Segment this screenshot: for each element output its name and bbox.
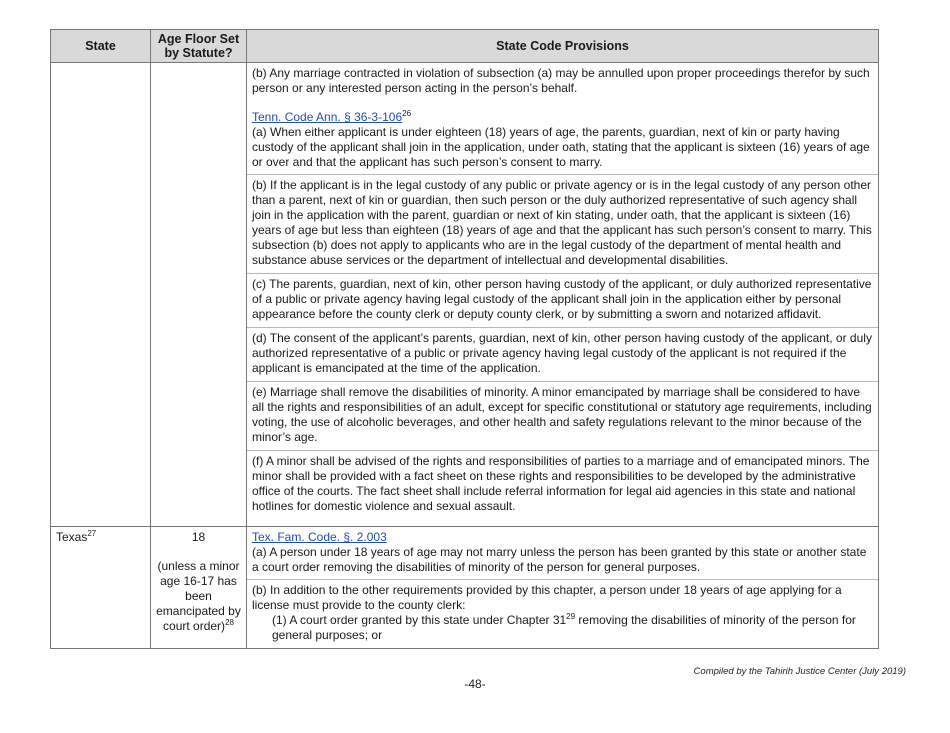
texas-age-note: (unless a minor age 16-17 has been emancipated by court order) [156, 559, 241, 633]
tx-citation-line [252, 530, 873, 545]
provisions-cell-tennessee [247, 63, 879, 527]
provision-group-tn-intro [247, 63, 878, 175]
tn-prior-para-b: (b) Any marriage contracted in violation of subsection (a) may be annulled upon proper proceedings therefor by such person or any interested person acting in the person’s behalf. [252, 66, 870, 95]
column-header-state: State [51, 30, 151, 63]
tx-para-b: (b) In addition to the other requirements provided by this chapter, a person under 18 years of age applying for a license must provide to the county clerk: [252, 583, 842, 612]
tx-para-b1 [252, 613, 873, 643]
state-name-texas: Texas [56, 530, 88, 544]
tn-para-d: (d) The consent of the applicant’s parents, guardian, next of kin, other person having custody of the applicant, or duly authorized representative of a public or private agency having legal custody of the applicant is not required if the applicant is emancipated at the time of the application. [247, 328, 878, 382]
tx-para-b1-footnote: 29 [566, 612, 576, 621]
page-number: -48- [464, 677, 486, 691]
table-row-texas [51, 527, 879, 649]
texas-age-note-wrap [155, 559, 242, 634]
table-header-row [51, 30, 879, 63]
tn-para-a: (a) When either applicant is under eighteen (18) years of age, the parents, guardian, next of kin or party having custody of the applicant shall join in the application, under oath, stating that the applicant is sixteen (16) years of age or over and that the applicant has such person’s consent to marry. [252, 125, 870, 169]
state-cell-empty [51, 63, 151, 527]
age-cell-empty [151, 63, 247, 527]
footer-credit: Compiled by the Tahirih Justice Center (July 2019) [693, 666, 906, 677]
tx-para-b1-pre: (1) A court order granted by this state under Chapter 31 [272, 613, 567, 627]
provision-group-tx-b [247, 580, 878, 648]
tx-para-a: (a) A person under 18 years of age may not marry unless the person has been granted by this state or another state a court order removing the disabilities of minority of the person for general purposes. [252, 545, 867, 574]
tn-citation-footnote: 26 [402, 109, 412, 118]
tx-para-b1-post: removing the disabilities of minority of the person for general purposes; or [272, 613, 856, 642]
column-header-age-floor: Age Floor Set by Statute? [151, 30, 247, 63]
texas-age-footnote: 28 [225, 618, 234, 627]
state-code-table [50, 29, 879, 649]
texas-state-footnote: 27 [87, 529, 97, 538]
table-row-tennessee-continued [51, 63, 879, 527]
tx-citation-link[interactable]: Tex. Fam. Code. §. 2.003 [252, 530, 387, 544]
provisions-cell-texas [247, 527, 879, 649]
provision-group-tx-intro [247, 527, 878, 580]
texas-age-value: 18 [191, 530, 206, 544]
tn-para-c: (c) The parents, guardian, next of kin, other person having custody of the applicant, or duly authorized representative of a public or private agency having legal custody of the applicant shall join in the application either by personal appearance before the county clerk or deputy county clerk, or by submitting a sworn and notarized affidavit. [247, 274, 878, 328]
age-cell-texas [151, 527, 247, 649]
tn-para-b: (b) If the applicant is in the legal custody of any public or private agency or is in the legal custody of any person other than a parent, next of kin or guardian, then such person or the duly authorized representative of such agency shall join in the application with the parent, guardian or next of kin stating, under oath, that the applicant is sixteen (16) years of age but less than eighteen (18) years of age and that the applicant has such person’s consent to marry. This subsection (b) does not apply to applicants who are in the legal custody of the department of mental health and substance abuse services or the department of intellectual and developmental disabilities. [247, 175, 878, 274]
tn-citation-line [252, 110, 873, 125]
tn-para-e: (e) Marriage shall remove the disabilities of minority. A minor emancipated by marriage shall be considered to have all the rights and responsibilities of an adult, except for specific constitutional or statutory age requirements, including voting, the use of alcoholic beverages, and other health and safety regulations relevant to the minor because of the minor’s age. [247, 382, 878, 451]
tn-citation-link[interactable]: Tenn. Code Ann. § 36-3-106 [252, 110, 403, 124]
tn-para-f: (f) A minor shall be advised of the rights and responsibilities of parties to a marriage and of emancipated minors. The minor shall be provided with a fact sheet on these rights and responsibilities to be developed by the administrative office of the courts. The fact sheet shall include referral information for legal aid agencies in this state and national hotlines for domestic violence and sexual assault. [252, 454, 870, 513]
column-header-provisions: State Code Provisions [247, 30, 879, 63]
state-cell-texas [51, 527, 151, 649]
